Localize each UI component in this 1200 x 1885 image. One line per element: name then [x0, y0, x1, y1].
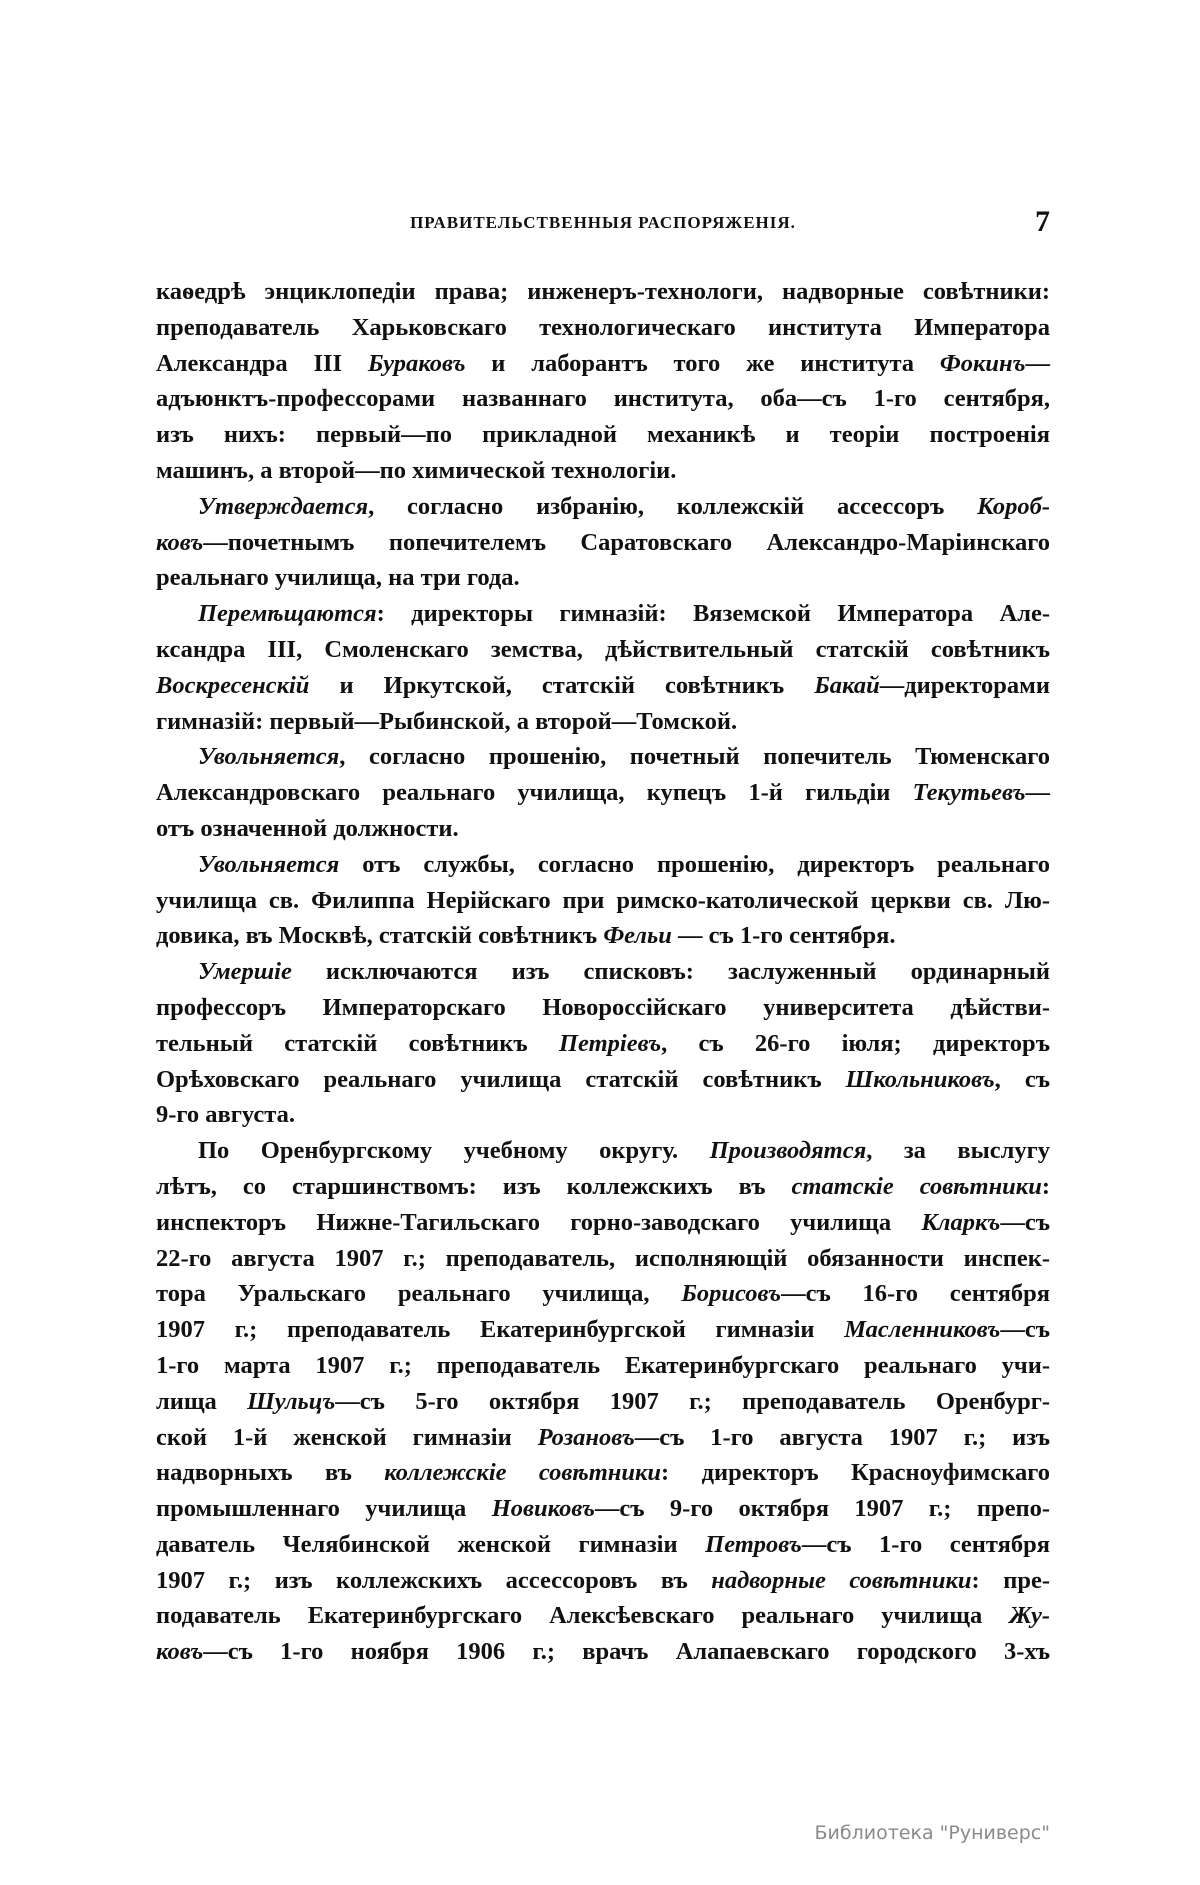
text-line	[156, 1312, 1050, 1348]
text-line	[156, 489, 1050, 525]
text-segment: —	[1025, 779, 1050, 807]
text-line	[156, 1062, 1050, 1098]
italic-text-segment: Петріевъ	[558, 1029, 662, 1057]
text-segment: , согласно избранію, коллежскій ассессоръ	[368, 492, 978, 520]
italic-text-segment: коллежскіе совѣтники	[384, 1459, 662, 1487]
text-segment: каѳедрѣ энциклопедіи права; инженеръ-технологи, надворные совѣтники:	[156, 278, 1050, 305]
italic-text-segment: Увольняется	[198, 743, 340, 771]
text-segment: —съ	[1000, 1316, 1050, 1344]
text-line	[156, 1097, 1050, 1133]
text-line	[156, 811, 1050, 847]
text-segment: По Оренбургскому учебному округу.	[198, 1137, 710, 1165]
text-line	[156, 381, 1050, 417]
text-line	[156, 954, 1050, 990]
text-line	[156, 1348, 1050, 1384]
text-segment: —директорами	[879, 671, 1050, 699]
text-segment: гимназій: первый—Рыбинской, а второй—Томской.	[156, 707, 738, 735]
text-segment: промышленнаго училища	[156, 1495, 492, 1523]
text-segment: надворныхъ въ	[156, 1459, 385, 1487]
text-segment: отъ службы, согласно прошенію, директоръ реальнаго	[339, 850, 1050, 878]
text-segment: исключаются изъ списковъ: заслуженный ординарный	[291, 958, 1050, 986]
text-segment: 9-го августа.	[156, 1101, 295, 1129]
text-segment: , съ 26-го іюля; директоръ	[661, 1029, 1050, 1057]
text-line	[156, 310, 1050, 346]
text-line	[156, 1527, 1050, 1563]
text-line	[156, 1420, 1050, 1456]
text-line	[156, 525, 1050, 561]
text-segment: инспекторъ Нижне-Тагильскаго горно-заводскаго училища	[156, 1208, 922, 1236]
italic-text-segment: Бакай	[814, 671, 880, 699]
text-segment: машинъ, а второй—по химической технологіи.	[156, 456, 677, 484]
italic-text-segment: Розановъ	[537, 1423, 635, 1451]
italic-text-segment: ковъ	[156, 1638, 204, 1666]
text-segment: реальнаго училища, на три года.	[156, 564, 520, 592]
text-line	[156, 417, 1050, 453]
text-segment: Александра III	[156, 349, 368, 377]
text-segment: отъ означенной должности.	[156, 814, 459, 842]
italic-text-segment: Жу-	[1009, 1602, 1050, 1630]
text-segment: —съ 1-го ноября 1906 г.; врачъ Алапаевскаго городского 3-хъ	[203, 1638, 1050, 1666]
text-segment: 1-го марта 1907 г.; преподаватель Екатеринбургскаго реальнаго учи-	[156, 1351, 1050, 1379]
text-segment: 1907 г.; преподаватель Екатеринбургской гимназіи	[156, 1316, 845, 1344]
italic-text-segment: Увольняется	[198, 850, 340, 878]
text-segment: подаватель Екатеринбургскаго Алексѣевскаго реальнаго училища	[156, 1602, 1010, 1630]
page-number: 7	[1035, 205, 1050, 238]
italic-text-segment: Фокинъ	[939, 349, 1026, 377]
text-line	[156, 596, 1050, 632]
text-line	[156, 1276, 1050, 1312]
text-line	[156, 668, 1050, 704]
text-line	[156, 775, 1050, 811]
text-line	[156, 560, 1050, 596]
text-line	[156, 274, 1050, 310]
text-line	[156, 453, 1050, 489]
text-segment: училища св. Филиппа Нерійскаго при римско-католической церкви св. Лю-	[156, 886, 1050, 914]
text-segment: : директоръ Красноуфимскаго	[661, 1459, 1051, 1487]
text-line	[156, 346, 1050, 382]
text-segment: даватель Челябинской женской гимназіи	[156, 1530, 706, 1558]
text-line	[156, 1384, 1050, 1420]
text-segment: лѣтъ, со старшинствомъ: изъ коллежскихъ въ	[156, 1172, 792, 1200]
text-line	[156, 1026, 1050, 1062]
italic-text-segment: Петровъ	[705, 1530, 802, 1558]
text-segment: и Иркутской, статскій совѣтникъ	[309, 671, 815, 699]
text-segment: —съ 5-го октября 1907 г.; преподаватель Оренбург-	[335, 1387, 1050, 1415]
text-segment: изъ нихъ: первый—по прикладной механикѣ и теоріи построенія	[156, 421, 1050, 449]
italic-text-segment: Школьниковъ	[845, 1065, 995, 1093]
italic-text-segment: Фельи	[603, 922, 672, 950]
text-segment: 1907 г.; изъ коллежскихъ ассессоровъ въ	[156, 1566, 712, 1594]
text-segment: , за выслугу	[866, 1137, 1050, 1165]
italic-text-segment: Умершіе	[198, 958, 292, 986]
body-text	[156, 274, 1050, 1670]
italic-text-segment: Короб-	[977, 492, 1050, 520]
text-line	[156, 1205, 1050, 1241]
text-line	[156, 1133, 1050, 1169]
text-line	[156, 990, 1050, 1026]
text-segment: , согласно прошенію, почетный попечитель Тюменскаго	[339, 743, 1050, 771]
text-line	[156, 1169, 1050, 1205]
text-line	[156, 739, 1050, 775]
text-segment: профессоръ Императорскаго Новороссійскаго университета дѣйстви-	[156, 993, 1050, 1021]
running-head-title: ПРАВИТЕЛЬСТВЕННЫЯ РАСПОРЯЖЕНІЯ.	[410, 213, 796, 232]
italic-text-segment: Утверждается	[198, 492, 369, 520]
text-segment: —почетнымъ попечителемъ Саратовскаго Александро-Маріинскаго	[203, 528, 1050, 556]
italic-text-segment: Шульцъ	[247, 1387, 336, 1415]
text-segment: лища	[156, 1387, 248, 1415]
text-segment: ской 1-й женской гимназіи	[156, 1423, 538, 1451]
italic-text-segment: Перемѣщаются	[198, 600, 377, 628]
text-segment: тельный статскій совѣтникъ	[156, 1029, 559, 1057]
italic-text-segment: надворные совѣтники	[711, 1566, 972, 1594]
text-segment: 22-го августа 1907 г.; преподаватель, исполняющій обязанности инспек-	[156, 1244, 1050, 1272]
library-watermark: Библиотека "Руниверс"	[814, 1822, 1050, 1844]
text-segment: ксандра III, Смоленскаго земства, дѣйствительный статскій совѣтникъ	[156, 635, 1050, 663]
italic-text-segment: Бураковъ	[367, 349, 466, 377]
text-segment: —съ 1-го августа 1907 г.; изъ	[634, 1423, 1050, 1451]
text-segment: тора Уральскаго реальнаго училища,	[156, 1280, 682, 1308]
text-segment: и лаборантъ того же института	[465, 349, 940, 377]
text-segment: : директоры гимназій: Вяземской Императора Але-	[376, 600, 1050, 628]
text-line	[156, 1491, 1050, 1527]
text-line	[156, 1455, 1050, 1491]
italic-text-segment: Производятся	[709, 1137, 867, 1165]
italic-text-segment: Кларкъ	[921, 1208, 1001, 1236]
italic-text-segment: статскіе совѣтники	[791, 1172, 1042, 1200]
italic-text-segment: ковъ	[156, 528, 204, 556]
text-segment: —съ 1-го сентября	[801, 1530, 1050, 1558]
text-segment: преподаватель Харьковскаго технологическаго института Императора	[156, 313, 1050, 341]
italic-text-segment: Текутьевъ	[912, 779, 1026, 807]
italic-text-segment: Борисовъ	[681, 1280, 782, 1308]
text-line	[156, 704, 1050, 740]
text-line	[156, 632, 1050, 668]
text-line	[156, 1598, 1050, 1634]
text-segment: Орѣховскаго реальнаго училища статскій совѣтникъ	[156, 1065, 846, 1093]
text-line	[156, 1241, 1050, 1277]
italic-text-segment: Воскресенскій	[156, 671, 310, 699]
text-line	[156, 1634, 1050, 1670]
text-segment: : пре-	[971, 1566, 1051, 1594]
text-segment: —съ 9-го октября 1907 г.; препо-	[594, 1495, 1050, 1523]
text-segment: —	[1025, 349, 1051, 377]
text-segment: —съ 16-го сентября	[781, 1280, 1051, 1308]
text-line	[156, 883, 1050, 919]
running-head	[156, 205, 1050, 241]
text-segment: Александровскаго реальнаго училища, купецъ 1-й гильдіи	[156, 779, 913, 807]
text-segment: —съ	[1000, 1208, 1050, 1236]
italic-text-segment: Новиковъ	[491, 1495, 595, 1523]
text-line	[156, 918, 1050, 954]
text-segment: :	[1041, 1172, 1051, 1200]
text-line	[156, 1563, 1050, 1599]
text-segment: довика, въ Москвѣ, статскій совѣтникъ	[156, 922, 604, 950]
text-line	[156, 847, 1050, 883]
text-segment: адъюнктъ-профессорами названнаго института, оба—съ 1-го сентября,	[156, 385, 1050, 413]
text-segment: , съ	[994, 1065, 1050, 1093]
text-segment: — съ 1-го сентября.	[671, 922, 896, 950]
italic-text-segment: Масленниковъ	[844, 1316, 1001, 1344]
